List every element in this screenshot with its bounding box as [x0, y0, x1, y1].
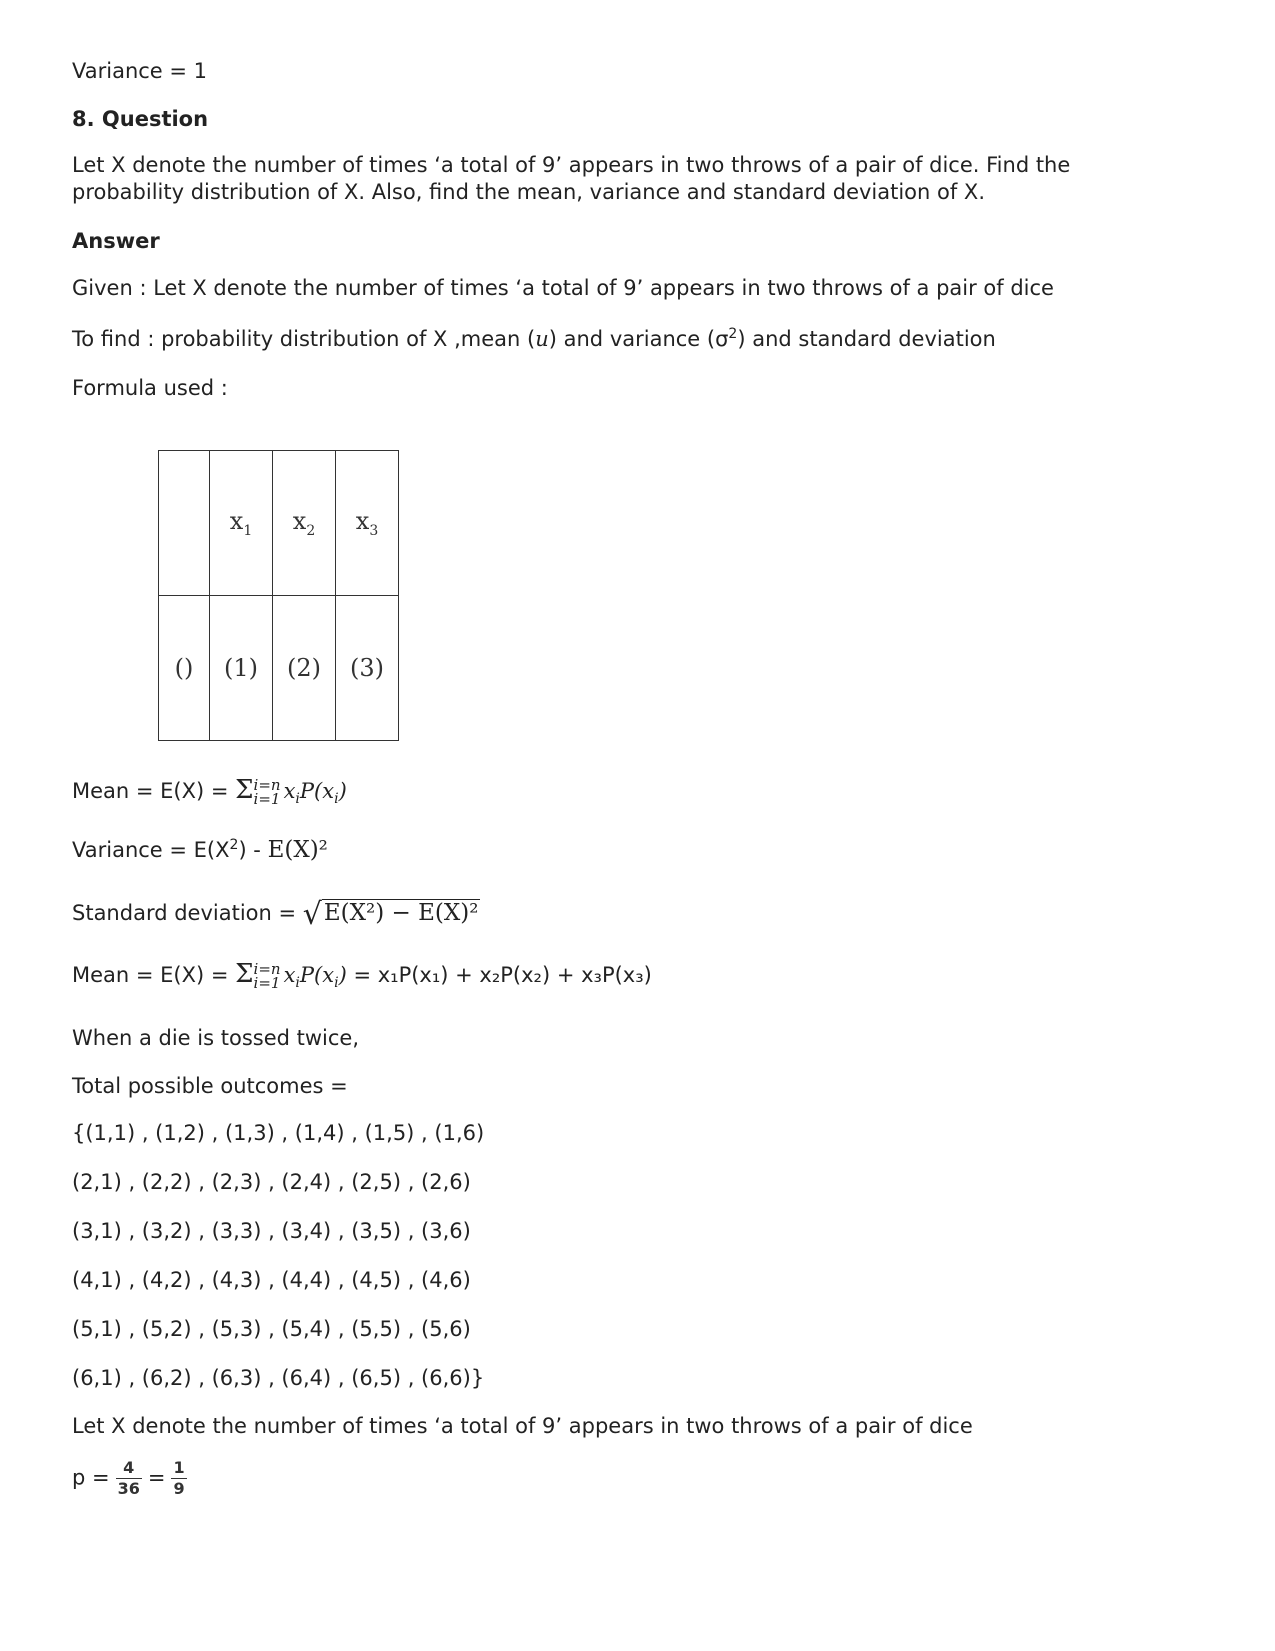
formula-table [158, 450, 399, 741]
table-cell: $x_3$ [336, 451, 399, 596]
formula-used-label: Formula used : [72, 376, 228, 400]
outcome-row: (6,1) , (6,2) , (6,3) , (6,4) , (6,5) , (6,6)} [72, 1366, 485, 1390]
table-cell: (3) [336, 596, 399, 741]
fraction-1-9: $\frac{1}{9}$ [173, 1458, 185, 1498]
mean-formula: Mean = E(X) = Σ i=n i=1 $x_iP(x_i)$ [72, 775, 347, 808]
table-cell [159, 451, 210, 596]
outcome-row: (4,1) , (4,2) , (4,3) , (4,4) , (4,5) , (4,6) [72, 1268, 471, 1292]
variance-formula: Variance = $E(X^2) - E(X)^2$ [72, 837, 328, 863]
mean-expansion: Mean = E(X) = Σ i=n i=1 $x_iP(x_i) = x_1P(x_1) + x_2P(x_2) + x_3P(x_3)$ [72, 959, 652, 992]
formula-table-row-values [159, 451, 399, 596]
question-text: Let X denote the number of times ‘a total of 9’ appears in two throws of a pair of dice. Find the probability distribution of X. Also, find the mean, variance and standard deviation of X. [72, 153, 1071, 205]
outcome-row: (2,1) , (2,2) , (2,3) , (2,4) , (2,5) , (2,6) [72, 1170, 471, 1194]
table-cell: (2) [273, 596, 336, 741]
outcome-row: (5,1) , (5,2) , (5,3) , (5,4) , (5,5) , (5,6) [72, 1317, 471, 1341]
to-find-statement: To find : probability distribution of X ,mean (u) and variance $(\sigma^2)$ and standard deviation [72, 326, 996, 351]
table-cell: $x_1$ [210, 451, 273, 596]
let-x-statement: Let X denote the number of times ‘a total of 9’ appears in two throws of a pair of dice [72, 1414, 973, 1438]
outcomes-label: Total possible outcomes = [72, 1074, 348, 1098]
table-cell: (1) [210, 596, 273, 741]
sd-formula: Standard deviation = √E(X²) − E(X)² [72, 897, 479, 932]
p-equation: p = $\frac{4}{36}$ = $\frac{1}{9}$ [72, 1458, 185, 1498]
sigma-symbol: Σ [235, 775, 254, 805]
sqrt-symbol: √ [302, 897, 322, 932]
previous-result: Variance = 1 [72, 59, 208, 83]
sum-limits: i=n i=1 [253, 775, 281, 808]
table-cell: () [159, 596, 210, 741]
outcome-row: {(1,1) , (1,2) , (1,3) , (1,4) , (1,5) , (1,6) [72, 1121, 485, 1145]
fraction-4-36: $\frac{4}{36}$ [117, 1458, 140, 1498]
formula-table-row-probabilities [159, 596, 399, 741]
answer-heading: Answer [72, 229, 160, 253]
outcome-row: (3,1) , (3,2) , (3,3) , (3,4) , (3,5) , (3,6) [72, 1219, 471, 1243]
mu-symbol: u [535, 327, 549, 351]
table-cell: $x_2$ [273, 451, 336, 596]
die-statement: When a die is tossed twice, [72, 1026, 360, 1050]
given-statement: Given : Let X denote the number of times ‘a total of 9’ appears in two throws of a pair of dice [72, 276, 1054, 300]
question-heading: 8. Question [72, 107, 209, 131]
